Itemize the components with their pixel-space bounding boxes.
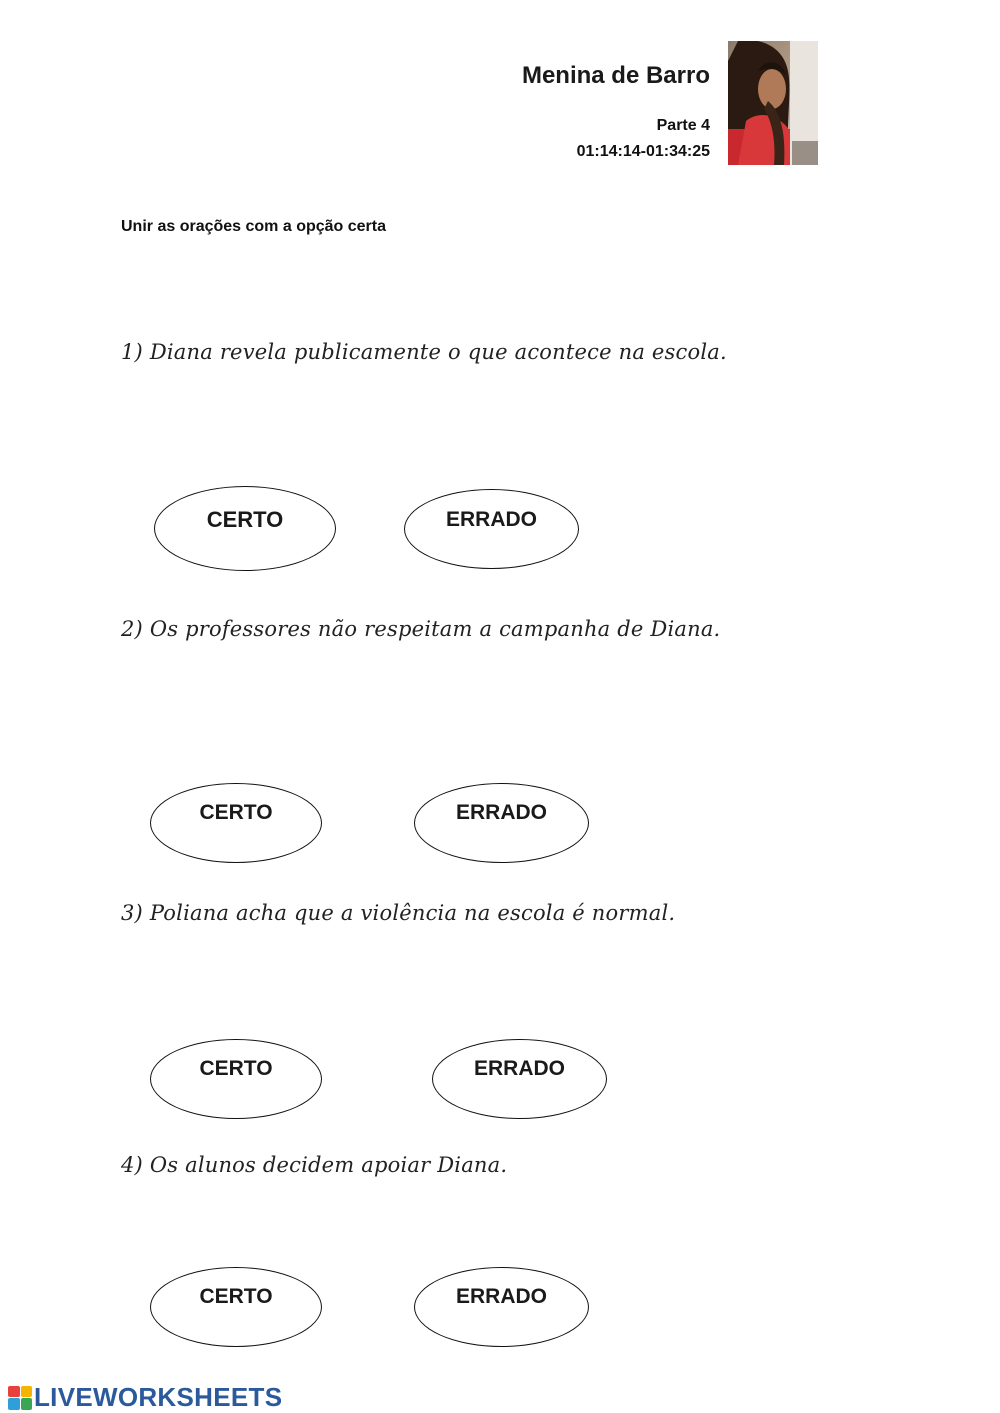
film-still-photo bbox=[728, 41, 818, 165]
q3-certo-option[interactable] bbox=[150, 1039, 322, 1119]
q2-errado-label: ERRADO bbox=[455, 801, 547, 824]
liveworksheets-blocks-icon bbox=[8, 1386, 32, 1410]
q4-errado-option[interactable] bbox=[414, 1267, 589, 1347]
part-label: Parte 4 bbox=[656, 117, 710, 134]
question-1: 1) Diana revela publicamente o que acontece na escola. bbox=[121, 340, 727, 364]
q4-errado-label: ERRADO bbox=[455, 1285, 547, 1308]
question-4: 4) Os alunos decidem apoiar Diana. bbox=[121, 1153, 508, 1177]
q4-certo-option[interactable] bbox=[150, 1267, 322, 1347]
liveworksheets-logo[interactable] bbox=[8, 1382, 282, 1413]
question-2: 2) Os professores não respeitam a campanha de Diana. bbox=[121, 617, 721, 641]
q1-errado-option[interactable] bbox=[404, 489, 579, 569]
worksheet-title: Menina de Barro bbox=[521, 62, 710, 89]
instruction-text: Unir as orações com a opção certa bbox=[121, 218, 386, 235]
timecode-label: 01:14:14-01:34:25 bbox=[576, 143, 710, 160]
q1-errado-label: ERRADO bbox=[445, 508, 537, 531]
question-3: 3) Poliana acha que a violência na escola é normal. bbox=[121, 901, 676, 925]
q3-certo-label: CERTO bbox=[199, 1057, 273, 1080]
q1-certo-label: CERTO bbox=[206, 507, 284, 532]
q2-certo-option[interactable] bbox=[150, 783, 322, 863]
q2-errado-option[interactable] bbox=[414, 783, 589, 863]
q1-certo-option[interactable] bbox=[154, 486, 336, 571]
q3-errado-option[interactable] bbox=[432, 1039, 607, 1119]
q2-certo-label: CERTO bbox=[199, 801, 273, 824]
q3-errado-label: ERRADO bbox=[473, 1057, 565, 1080]
liveworksheets-brand-text: LIVEWORKSHEETS bbox=[34, 1382, 283, 1412]
q4-certo-label: CERTO bbox=[199, 1285, 273, 1308]
